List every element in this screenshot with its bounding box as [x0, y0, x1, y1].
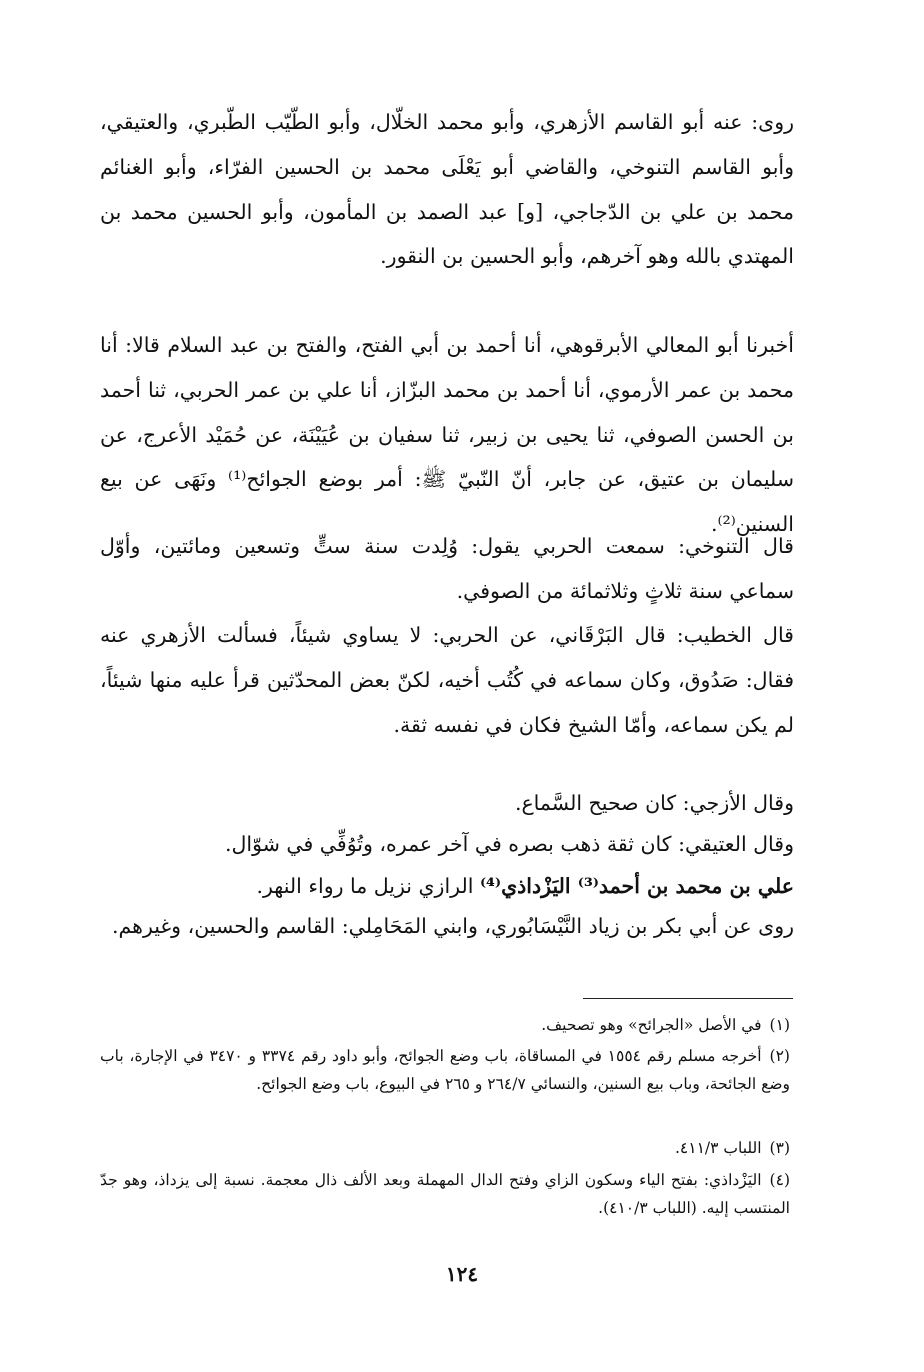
footnote-1 — [100, 1012, 790, 1040]
paragraph-atiqi: وقال العتيقي: كان ثقة ذهب بصره في آخر عمره، وتُوُفِّي في شوّال. — [225, 832, 794, 856]
footnote-number: (٣) — [769, 1139, 790, 1157]
footnote-4 — [100, 1167, 790, 1222]
paragraph-hadith-chain: أخبرنا أبو المعالي الأبرقوهي، أنا أحمد بن أبي الفتح، والفتح بن عبد السلام قالا: أنا محمد بن عمر الأرموي، أنا أحمد بن محمد البزّاز، أنا علي بن عمر الحربي، ثنا أحمد بن الحسن الصوفي، ثنا يحيى بن زبير، ثنا سفيان بن عُيَيْنَة، عن حُمَيْد الأعرج، عن سليمان بن عتيق، عن جابر، أنّ النّبيّ ﷺ: أمر بوضع الجوائح⁽¹⁾ ونَهَى عن بيع السنين⁽²⁾. — [100, 333, 794, 537]
footnote-number: (٢) — [769, 1047, 790, 1065]
entry-name: علي بن محمد بن أحمد⁽³⁾ اليَزْداذي⁽⁴⁾ — [479, 874, 794, 898]
footnote-3 — [100, 1135, 790, 1163]
entry-heading — [100, 864, 794, 909]
footnote-number: (١) — [769, 1016, 790, 1034]
footnote-text: اللباب ٤١١/٣. — [674, 1139, 762, 1157]
footnote-text: في الأصل «الجرائح» وهو تصحيف. — [541, 1016, 762, 1034]
page-number: ١٢٤ — [445, 1262, 479, 1286]
paragraph-narrated-from: روى عن أبي بكر بن زياد النَّيْسَابُوري، وابني المَحَامِلي: القاسم والحسين، وغيرهم. — [111, 914, 794, 938]
footnote-divider — [583, 998, 793, 999]
paragraph-azaji: وقال الأزجي: كان صحيح السَّماع. — [514, 791, 794, 815]
paragraph-narrators: روى: عنه أبو القاسم الأزهري، وأبو محمد الخلّال، وأبو الطّيّب الطّبري، والعتيقي، وأبو القاسم التنوخي، والقاضي أبو يَعْلَى محمد بن الحسين الفرّاء، وأبو الغنائم محمد بن علي بن الدّجاجي، [و] عبد الصمد بن المأمون، وأبو الحسين محمد بن المهتدي بالله وهو آخرهم، وأبو الحسين بن النقور. — [100, 110, 794, 269]
footnote-text: اليَزْداذي: بفتح الياء وسكون الزاي وفتح الدال المهملة وبعد الألف ذال معجمة. نسبة إلى يزداذ، وهو جدّ المنتسب إليه. (اللباب ٤١٠/٣). — [100, 1171, 790, 1217]
footnote-2 — [100, 1043, 790, 1098]
paragraph-khatib: قال الخطيب: قال البَرْقَاني، عن الحربي: لا يساوي شيئاً، فسألت الأزهري عنه فقال: صَدُوق، وكان سماعه في كُتُب أخيه، لكنّ بعض المحدّثين قرأ عليه منها شيئاً، لم يكن سماعه، وأمّا الشيخ فكان في نفسه ثقة. — [100, 623, 794, 737]
footnote-number: (٤) — [769, 1171, 790, 1189]
entry-description: الرازي نزيل ما رواء النهر. — [256, 874, 480, 898]
paragraph-tanukhi: قال التنوخي: سمعت الحربي يقول: وُلِدت سنة ستٍّ وتسعين ومائتين، وأوّل سماعي سنة ثلاثٍ وثلاثمائة من الصوفي. — [100, 534, 794, 603]
footnote-text: أخرجه مسلم رقم ١٥٥٤ في المساقاة، باب وضع الجوائح، وأبو داود رقم ٣٣٧٤ و ٣٤٧٠ في الإجارة، باب وضع الجائحة، وباب بيع السنين، والنسائي ٢٦٤/٧ و ٢٦٥ في البيوع، باب وضع الجوائح. — [100, 1047, 790, 1093]
